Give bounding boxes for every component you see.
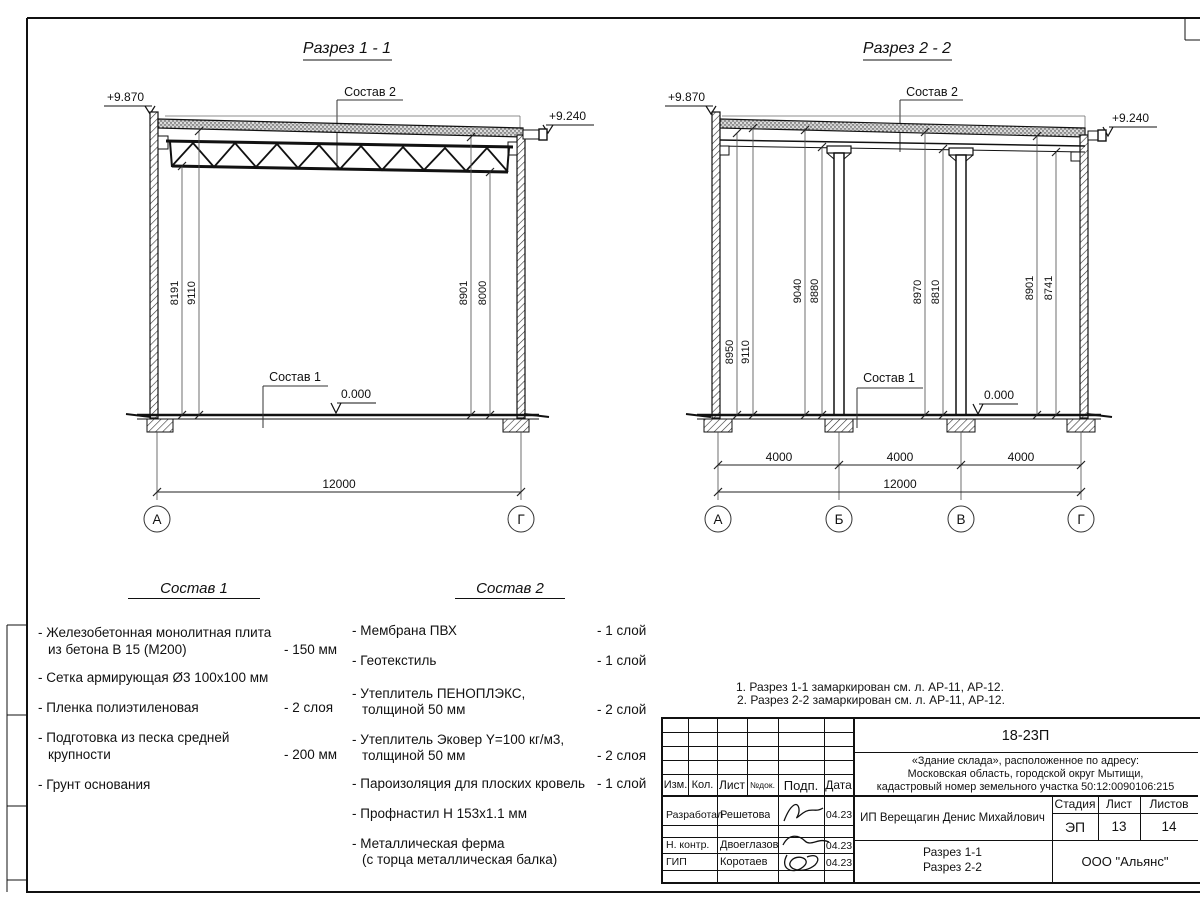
stamp-role-developed: Разработал — [666, 809, 724, 821]
composition1-item: - Грунт основания — [38, 777, 151, 792]
stamp-object-line2: Московская область, городской округ Мытищи, — [907, 768, 1144, 780]
s2-span-ab: 4000 — [765, 450, 793, 464]
stamp-drawing-title-2: Разрез 2-2 — [923, 860, 982, 874]
stamp-project-code: 18-23П — [1001, 727, 1050, 744]
s1-sostav2-label: Состав 2 — [344, 85, 396, 99]
composition2-item-value: - 1 слой — [597, 776, 647, 791]
s2-axis-g: Г — [1077, 512, 1085, 527]
composition2-item: - Геотекстиль — [352, 653, 437, 668]
s1-axis-g: Г — [517, 512, 525, 527]
s2-dim-8901: 8901 — [1024, 275, 1036, 301]
composition2-item: - Металлическая ферма — [352, 836, 505, 851]
stamp-role-gip: ГИП — [666, 856, 687, 868]
section-1-title: Разрез 1 - 1 — [302, 40, 392, 57]
signature-scribble — [777, 831, 831, 879]
composition1-item: - Подготовка из песка средней — [38, 730, 230, 745]
s2-dim-8950: 8950 — [724, 339, 736, 365]
s1-sostav1-label: Состав 1 — [269, 370, 321, 384]
stamp-col-podp: Подп. — [783, 777, 819, 793]
stamp-sheets-label: Листов — [1149, 797, 1189, 811]
s1-axis-a: А — [152, 512, 162, 527]
stamp-col-kol: Кол. — [691, 779, 714, 791]
stamp-sheet-value: 13 — [1111, 819, 1127, 834]
s1-dim-8000: 8000 — [477, 280, 489, 306]
stamp-date: 04.23 — [825, 809, 853, 821]
composition1-item: - Пленка полиэтиленовая — [38, 700, 199, 715]
composition1-item: - Железобетонная монолитная плита — [38, 625, 272, 640]
s2-dim-8810: 8810 — [930, 279, 942, 305]
composition2-item: толщиной 50 мм — [362, 748, 466, 763]
s2-dim-9110: 9110 — [740, 340, 752, 364]
stamp-date: 04.23 — [825, 839, 853, 852]
s2-axis-a: А — [713, 512, 723, 527]
s1-dim-9110: 9110 — [186, 281, 198, 305]
s2-sostav1-label: Состав 1 — [863, 371, 915, 385]
s1-dim-8901: 8901 — [458, 280, 470, 306]
stamp-object-line1: «Здание склада», расположенное по адресу: — [911, 755, 1140, 767]
composition2-item: толщиной 50 мм — [362, 702, 466, 717]
stamp-object-line3: кадастровый номер земельного участка 50:12:0090106:215 — [876, 781, 1175, 793]
stamp-col-izm: Изм. — [663, 779, 688, 791]
stamp-col-list: Лист — [718, 778, 746, 792]
note-line-1: 1. Разрез 1-1 замаркирован см. л. АР-11, АР-12. — [736, 680, 1004, 694]
stamp-sheets-value: 14 — [1161, 819, 1177, 834]
title-block — [661, 717, 1200, 884]
composition1-item-value: - 150 мм — [284, 642, 338, 657]
stamp-col-data: Дата — [825, 778, 852, 792]
s1-zero-level: 0.000 — [340, 387, 372, 401]
composition2-title: Состав 2 — [455, 580, 565, 599]
s1-dim-8191: 8191 — [169, 280, 181, 306]
stamp-name-korotaev: Коротаев — [720, 856, 768, 868]
composition2-item: - Пароизоляция для плоских кровель — [352, 776, 586, 791]
composition1-title: Состав 1 — [128, 580, 260, 599]
composition2-item: - Мембрана ПВХ — [352, 623, 457, 638]
stamp-drawing-title-1: Разрез 1-1 — [923, 845, 982, 859]
s2-dim-9040: 9040 — [792, 278, 804, 304]
s2-elevation-right: +9.240 — [1112, 111, 1150, 125]
composition1-item-value: - 200 мм — [284, 747, 338, 762]
s2-axis-b: Б — [834, 512, 844, 527]
stamp-name-reshetova: Решетова — [720, 809, 771, 821]
composition2-item-value: - 1 слой — [597, 653, 647, 668]
composition2-item-value: - 2 слой — [597, 702, 647, 717]
composition2-item: - Утеплитель Эковер Y=100 кг/м3, — [352, 732, 565, 747]
signature-scribble — [781, 799, 825, 827]
composition1-item: крупности — [48, 747, 111, 762]
s2-zero-level: 0.000 — [983, 388, 1015, 402]
s2-span-vg: 4000 — [1007, 450, 1035, 464]
composition1-item: - Сетка армирующая Ø3 100х100 мм — [38, 670, 269, 685]
s2-dim-total: 12000 — [883, 477, 917, 491]
stamp-stage-value: ЭП — [1064, 818, 1086, 835]
composition2-item-value: - 1 слой — [597, 623, 647, 638]
composition2-item-value: - 2 слоя — [597, 748, 647, 763]
s2-elevation-left: +9.870 — [668, 90, 706, 104]
stamp-client: ИП Верещагин Денис Михайлович — [860, 811, 1045, 824]
s2-dim-8880: 8880 — [809, 278, 821, 304]
s1-dim-total: 12000 — [322, 477, 356, 491]
stamp-date: 04.23 — [825, 856, 853, 869]
composition2-item: - Профнастил Н 153х1.1 мм — [352, 806, 527, 821]
stamp-stage-label: Стадия — [1054, 797, 1096, 811]
stamp-company: ООО "Альянс" — [1081, 853, 1169, 869]
section-2-title: Разрез 2 - 2 — [862, 40, 952, 57]
composition2-item: - Утеплитель ПЕНОПЛЭКС, — [352, 686, 526, 701]
stamp-col-ndok: №док. — [750, 780, 775, 790]
note-line-2: 2. Разрез 2-2 замаркирован см. л. АР-11, АР-12. — [737, 693, 1005, 707]
s2-sostav2-label: Состав 2 — [906, 85, 958, 99]
s2-axis-v: В — [956, 512, 966, 527]
s2-dim-8970: 8970 — [912, 279, 924, 305]
stamp-sheet-label: Лист — [1105, 797, 1133, 811]
s2-dim-8741: 8741 — [1043, 275, 1055, 301]
composition2-item: (с торца металлическая балка) — [362, 852, 558, 867]
composition1-item: из бетона В 15 (М200) — [48, 642, 187, 657]
stamp-role-ncontrol: Н. контр. — [666, 839, 710, 851]
s2-span-bv: 4000 — [886, 450, 914, 464]
stamp-name-dvoeglazov: Двоеглазов — [720, 839, 779, 851]
s1-elevation-right: +9.240 — [549, 109, 587, 123]
composition1-item-value: - 2 слоя — [284, 700, 334, 715]
s1-elevation-left: +9.870 — [107, 90, 145, 104]
